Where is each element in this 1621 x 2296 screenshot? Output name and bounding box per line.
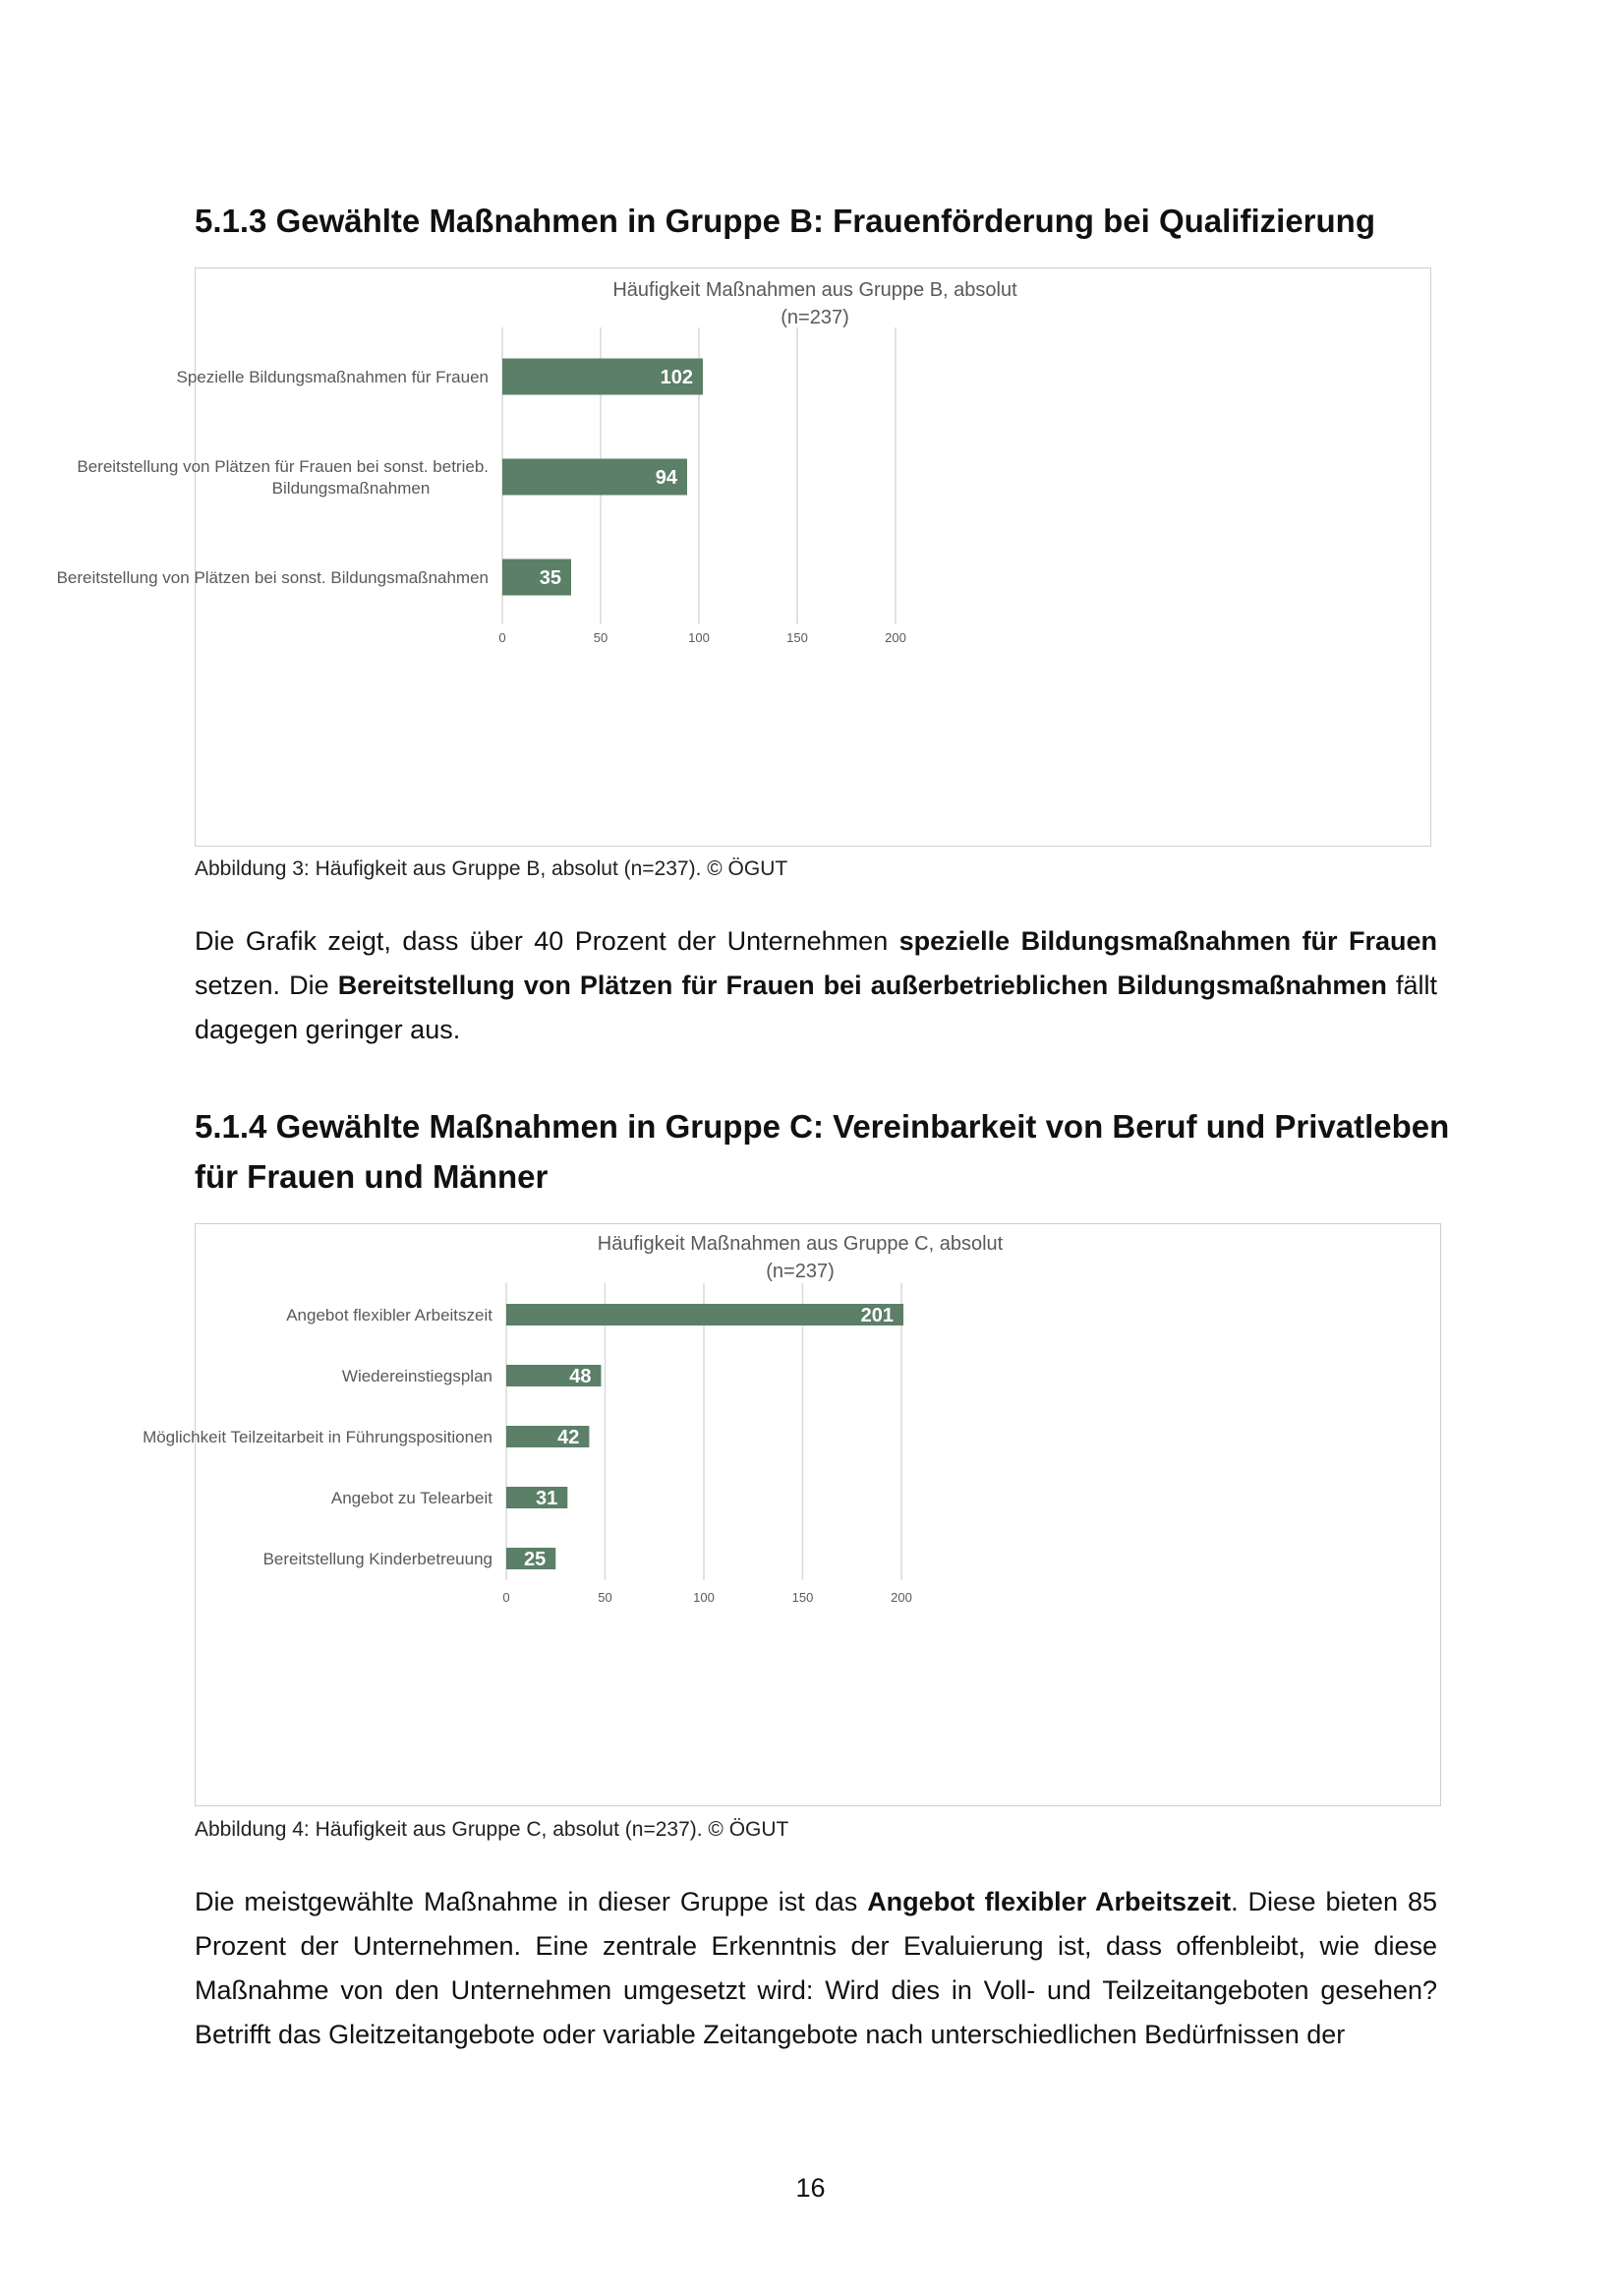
bar (506, 1304, 903, 1325)
category-label: Bildungsmaßnahmen (271, 479, 431, 498)
paragraph-gruppe-c (195, 1880, 1437, 2057)
bold-text: Angebot flexibler Arbeitszeit (867, 1887, 1232, 1916)
x-tick-label: 100 (693, 1590, 715, 1605)
x-tick-label: 0 (498, 630, 506, 645)
category-label: Angebot zu Telearbeit (330, 1489, 492, 1507)
bar-value-label: 42 (557, 1427, 580, 1448)
chart-gruppe-c (143, 1223, 1441, 1806)
chart-gruppe-b (56, 267, 1431, 847)
category-label: Wiedereinstiegsplan (341, 1367, 492, 1385)
bold-text: spezielle Bildungsmaßnahmen für Frauen (898, 926, 1437, 956)
category-label: Möglichkeit Teilzeitarbeit in Führungspositionen (143, 1428, 492, 1446)
chart-title: Häufigkeit Maßnahmen aus Gruppe B, absolut (612, 279, 1017, 301)
bar-value-label: 48 (569, 1366, 592, 1387)
chart-gruppe-c-svg (143, 1224, 1440, 1805)
x-tick-label: 50 (593, 630, 608, 645)
x-tick-label: 150 (786, 630, 808, 645)
bar-value-label: 201 (860, 1305, 895, 1326)
page-number: 16 (795, 2173, 826, 2203)
paragraph-gruppe-b (195, 919, 1437, 1052)
x-tick-label: 150 (791, 1590, 814, 1605)
text-run: Die Grafik zeigt, dass über 40 Prozent der Unternehmen (195, 926, 899, 956)
text-run: . Diese bieten 85 Prozent der Unternehmen. Eine zentrale Erkenntnis der Evaluierung ist, dass offenbleibt, wie diese Maßnahme von den Unternehmen umgesetzt wird: Wird dies in Voll- und Teilzeitangeboten gesehen? Betrifft das Gleitzeitangebote oder variable Zeitangebote nach unterschiedlichen Bedürfnissen der (195, 1887, 1437, 2049)
category-label: Angebot flexibler Arbeitszeit (286, 1306, 492, 1325)
bar-value-label: 94 (655, 467, 677, 489)
x-tick-label: 200 (891, 1590, 912, 1605)
figure-caption-4: Abbildung 4: Häufigkeit aus Gruppe C, absolut (n=237). © ÖGUT (195, 1818, 789, 1841)
bar-value-label: 35 (539, 567, 561, 589)
bar-value-label: 102 (660, 367, 693, 388)
x-tick-label: 100 (688, 630, 710, 645)
chart-title: Häufigkeit Maßnahmen aus Gruppe C, absolut (597, 1233, 1004, 1255)
category-label: Bereitstellung von Plätzen für Frauen bei sonst. betrieb. (77, 457, 489, 476)
text-run: Die meistgewählte Maßnahme in dieser Gruppe ist das (195, 1887, 868, 1916)
chart-subtitle: (n=237) (781, 307, 849, 328)
x-tick-label: 200 (885, 630, 906, 645)
bar-value-label: 31 (536, 1488, 558, 1509)
category-label: Bereitstellung Kinderbetreuung (262, 1550, 492, 1568)
section-heading-c: 5.1.4 Gewählte Maßnahmen in Gruppe C: Vereinbarkeit von Beruf und Privatleben für Frauen und Männer (195, 1108, 1450, 1195)
figure-caption-3: Abbildung 3: Häufigkeit aus Gruppe B, absolut (n=237). © ÖGUT (195, 857, 788, 880)
section-heading-b: 5.1.3 Gewählte Maßnahmen in Gruppe B: Frauenförderung bei Qualifizierung (195, 203, 1375, 239)
category-label: Spezielle Bildungsmaßnahmen für Frauen (176, 368, 489, 386)
bold-text: Bereitstellung von Plätzen für Frauen bei außerbetrieblichen Bildungsmaßnahmen (337, 971, 1387, 1000)
chart-gruppe-b-svg (56, 268, 1430, 846)
chart-subtitle: (n=237) (766, 1261, 835, 1282)
bar-value-label: 25 (524, 1549, 547, 1570)
text-run: setzen. Die (195, 971, 338, 1000)
category-label: Bereitstellung von Plätzen bei sonst. Bildungsmaßnahmen (56, 568, 489, 587)
text-run: fällt dagegen geringer aus. (195, 971, 1437, 1044)
x-tick-label: 50 (598, 1590, 612, 1605)
x-tick-label: 0 (502, 1590, 510, 1605)
